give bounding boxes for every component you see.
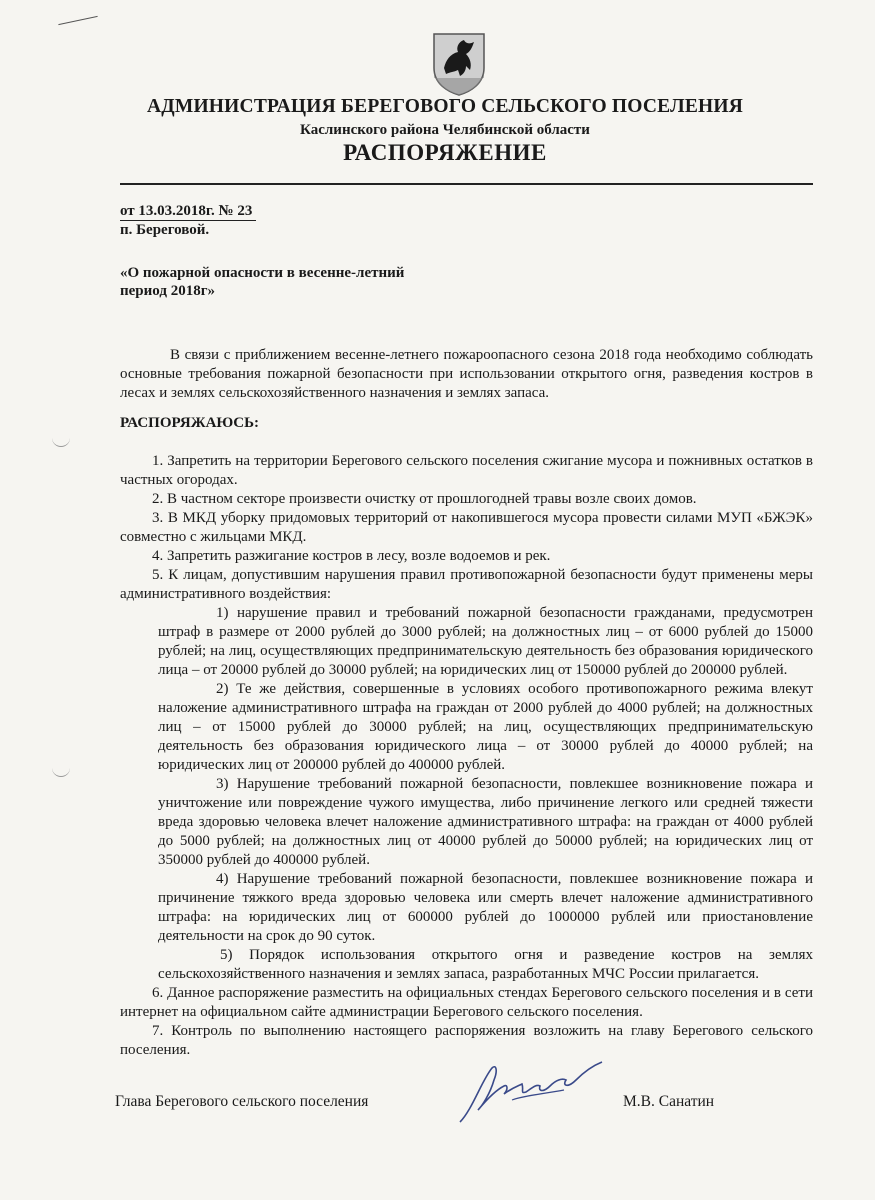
punch-hole-bottom <box>52 760 70 777</box>
sub-item-2: 2) Те же действия, совершенные в условиях особого противопожарного режима влекут наложение административного штрафа на граждан от 2000 рублей до 4000 рублей; на должностных лиц – от 15000 рублей до 30000 рублей; на лиц, осуществляющих предпринимательскую деятельность без образования юридического лица – от 30000 рублей до 40000 рублей; на юридических лиц от 200000 рублей до 400000 рублей. <box>158 681 813 773</box>
signatory-name: М.В. Санатин <box>623 1093 715 1110</box>
sub-item-3: 3) Нарушение требований пожарной безопасности, повлекшее возникновение пожара и уничтожение или повреждение чужого имущества, либо причинение легкого или средней тяжести вреда здоровью человека влечет наложение административного штрафа: на граждан от 4000 рублей до 5000 рублей; на должностных лиц от 40000 рублей до 50000 рублей; на юридических лиц от 350000 рублей до 400000 рублей. <box>158 776 813 868</box>
document-type: РАСПОРЯЖЕНИЕ <box>343 140 547 165</box>
org-district: Каслинского района Челябинской области <box>300 122 590 138</box>
signatory-title: Глава Берегового сельского поселения <box>115 1093 369 1110</box>
document-place: п. Береговой. <box>120 222 210 238</box>
order-item-1: 1. Запретить на территории Берегового сельского поселения сжигание мусора и пожнивных остатков в частных огородах. <box>120 453 813 488</box>
subject-line-2: период 2018г» <box>120 283 216 299</box>
intro-paragraph: В связи с приближением весенне-летнего пожароопасного сезона 2018 года необходимо соблюдать основные требования пожарной безопасности при использовании открытого огня, разведения костров в лесах и землях сельскохозяйственного назначения и землях запаса. <box>120 347 813 401</box>
header-divider <box>120 183 813 185</box>
sub-item-5: 5) Порядок использования открытого огня и разведение костров на землях сельскохозяйственного назначения и землях запаса, разработанных МЧС России прилагается. <box>158 947 813 982</box>
punch-hole-top <box>52 430 70 447</box>
document-date-number <box>120 203 256 221</box>
order-items <box>120 452 813 1060</box>
order-heading: РАСПОРЯЖАЮСЬ: <box>120 415 260 431</box>
order-item-2: 2. В частном секторе произвести очистку от прошлогодней травы возле своих домов. <box>152 491 697 507</box>
horse-coat-of-arms-icon <box>430 30 488 96</box>
sub-item-1: 1) нарушение правил и требований пожарной безопасности гражданами, предусмотрен штраф в размере от 2000 рублей до 3000 рублей; на должностных лиц – от 6000 рублей до 15000 рублей; на лиц, осуществляющих предпринимательскую деятельность без образования юридического лица – от 20000 рублей до 30000 рублей; на юридических лиц от 150000 рублей до 200000 рублей. <box>158 605 813 678</box>
order-item-3: 3. В МКД уборку придомовых территорий от накопившегося мусора провести силами МУП «БЖЭК» совместно с жильцами МКД. <box>120 510 813 545</box>
order-item-4: 4. Запретить разжигание костров в лесу, возле водоемов и рек. <box>152 548 551 564</box>
date-number-text: от 13.03.2018г. № 23 <box>120 203 256 221</box>
handwritten-signature <box>452 1050 612 1130</box>
org-title: АДМИНИСТРАЦИЯ БЕРЕГОВОГО СЕЛЬСКОГО ПОСЕЛЕНИЯ <box>146 96 744 117</box>
order-item-5: 5. К лицам, допустившим нарушения правил противопожарной безопасности будут применены меры административного воздействия: <box>120 567 813 602</box>
order-item-7: 7. Контроль по выполнению настоящего распоряжения возложить на главу Берегового сельского поселения. <box>120 1023 813 1058</box>
sub-item-4: 4) Нарушение требований пожарной безопасности, повлекшее возникновение пожара и причинение тяжкого вреда здоровью человека или смерть влечет наложение административного штрафа: на юридических лиц от 600000 рублей до 1000000 рублей или приостановление деятельности на срок до 90 суток. <box>158 871 813 944</box>
pen-mark <box>58 16 97 25</box>
order-item-6: 6. Данное распоряжение разместить на официальных стендах Берегового сельского поселения и в сети интернет на официальном сайте администрации Берегового сельского поселения. <box>120 985 813 1020</box>
document-subject <box>120 264 540 300</box>
subject-line-1: «О пожарной опасности в весенне-летний <box>120 265 405 281</box>
